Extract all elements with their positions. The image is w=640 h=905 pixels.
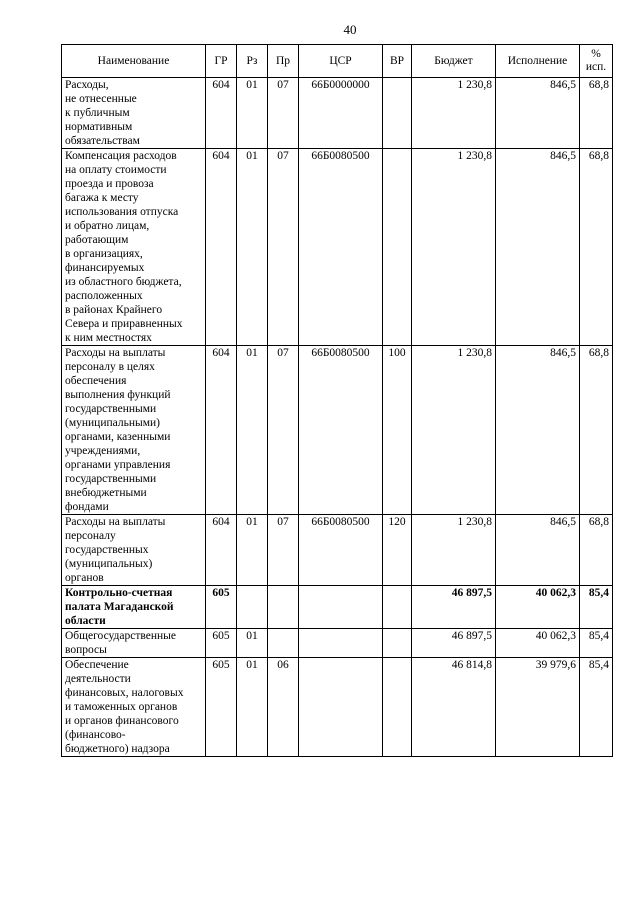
cell-gr: 604 (206, 149, 237, 346)
table-row (62, 78, 613, 149)
table-body (62, 78, 613, 757)
cell-rz: 01 (237, 78, 268, 149)
cell-execution: 846,5 (496, 149, 580, 346)
cell-budget: 1 230,8 (412, 515, 496, 586)
header-pr: Пр (268, 45, 299, 78)
cell-percent: 68,8 (580, 515, 613, 586)
cell-csr: 66Б0000000 (299, 78, 383, 149)
cell-execution: 846,5 (496, 346, 580, 515)
cell-csr: 66Б0080500 (299, 346, 383, 515)
cell-rz (237, 586, 268, 629)
cell-rz: 01 (237, 629, 268, 658)
cell-gr: 604 (206, 515, 237, 586)
cell-pr: 07 (268, 149, 299, 346)
table-row (62, 346, 613, 515)
cell-execution: 846,5 (496, 515, 580, 586)
cell-name: Расходы на выплаты персоналу государственных (муниципальных) органов (62, 515, 206, 586)
header-row (62, 45, 613, 78)
cell-budget: 46 814,8 (412, 658, 496, 757)
cell-gr: 605 (206, 586, 237, 629)
cell-gr: 604 (206, 346, 237, 515)
header-percent: % исп. (580, 45, 613, 78)
cell-name: Расходы, не отнесенные к публичным нормативным обязательствам (62, 78, 206, 149)
cell-percent: 85,4 (580, 629, 613, 658)
cell-pr: 07 (268, 346, 299, 515)
page-number: 40 (343, 22, 357, 37)
budget-table (61, 44, 613, 757)
cell-gr: 605 (206, 629, 237, 658)
cell-gr: 605 (206, 658, 237, 757)
cell-vr (383, 629, 412, 658)
cell-budget: 1 230,8 (412, 149, 496, 346)
cell-csr (299, 586, 383, 629)
cell-name: Обеспечение деятельности финансовых, налоговых и таможенных органов и органов финансового (финансово- бюджетного) надзора (62, 658, 206, 757)
cell-vr (383, 658, 412, 757)
cell-name: Контрольно-счетная палата Магаданской области (62, 586, 206, 629)
cell-name: Компенсация расходов на оплату стоимости проезда и провоза багажа к месту использования отпуска и обратно лицам, работающим в организациях, финансируемых из областного бюджета, расположенных в районах Крайнего Севера и приравненных к ним местностях (62, 149, 206, 346)
header-csr: ЦСР (299, 45, 383, 78)
cell-rz: 01 (237, 658, 268, 757)
table-row (62, 586, 613, 629)
cell-pr (268, 629, 299, 658)
cell-budget: 1 230,8 (412, 346, 496, 515)
header-budget: Бюджет (412, 45, 496, 78)
table-row (62, 658, 613, 757)
cell-pr: 07 (268, 78, 299, 149)
cell-percent: 85,4 (580, 586, 613, 629)
header-rz: Рз (237, 45, 268, 78)
cell-name: Общегосударственные вопросы (62, 629, 206, 658)
cell-budget: 1 230,8 (412, 78, 496, 149)
cell-percent: 68,8 (580, 346, 613, 515)
header-name: Наименование (62, 45, 206, 78)
cell-percent: 85,4 (580, 658, 613, 757)
cell-percent: 68,8 (580, 149, 613, 346)
cell-percent: 68,8 (580, 78, 613, 149)
cell-gr: 604 (206, 78, 237, 149)
cell-rz: 01 (237, 515, 268, 586)
cell-rz: 01 (237, 149, 268, 346)
cell-vr (383, 586, 412, 629)
cell-csr: 66Б0080500 (299, 515, 383, 586)
table-row (62, 629, 613, 658)
cell-csr: 66Б0080500 (299, 149, 383, 346)
cell-pr: 07 (268, 515, 299, 586)
header-gr: ГР (206, 45, 237, 78)
cell-name: Расходы на выплаты персоналу в целях обеспечения выполнения функций государственными (муниципальными) органами, казенными учреждениями, органами управления государственными внебюджетными фондами (62, 346, 206, 515)
cell-rz: 01 (237, 346, 268, 515)
cell-vr (383, 149, 412, 346)
cell-csr (299, 658, 383, 757)
cell-budget: 46 897,5 (412, 629, 496, 658)
cell-pr: 06 (268, 658, 299, 757)
cell-csr (299, 629, 383, 658)
cell-vr: 100 (383, 346, 412, 515)
table-row (62, 149, 613, 346)
cell-budget: 46 897,5 (412, 586, 496, 629)
cell-execution: 40 062,3 (496, 629, 580, 658)
cell-execution: 40 062,3 (496, 586, 580, 629)
cell-vr: 120 (383, 515, 412, 586)
cell-execution: 846,5 (496, 78, 580, 149)
cell-pr (268, 586, 299, 629)
cell-vr (383, 78, 412, 149)
cell-execution: 39 979,6 (496, 658, 580, 757)
header-execution: Исполнение (496, 45, 580, 78)
table-row (62, 515, 613, 586)
header-vr: ВР (383, 45, 412, 78)
